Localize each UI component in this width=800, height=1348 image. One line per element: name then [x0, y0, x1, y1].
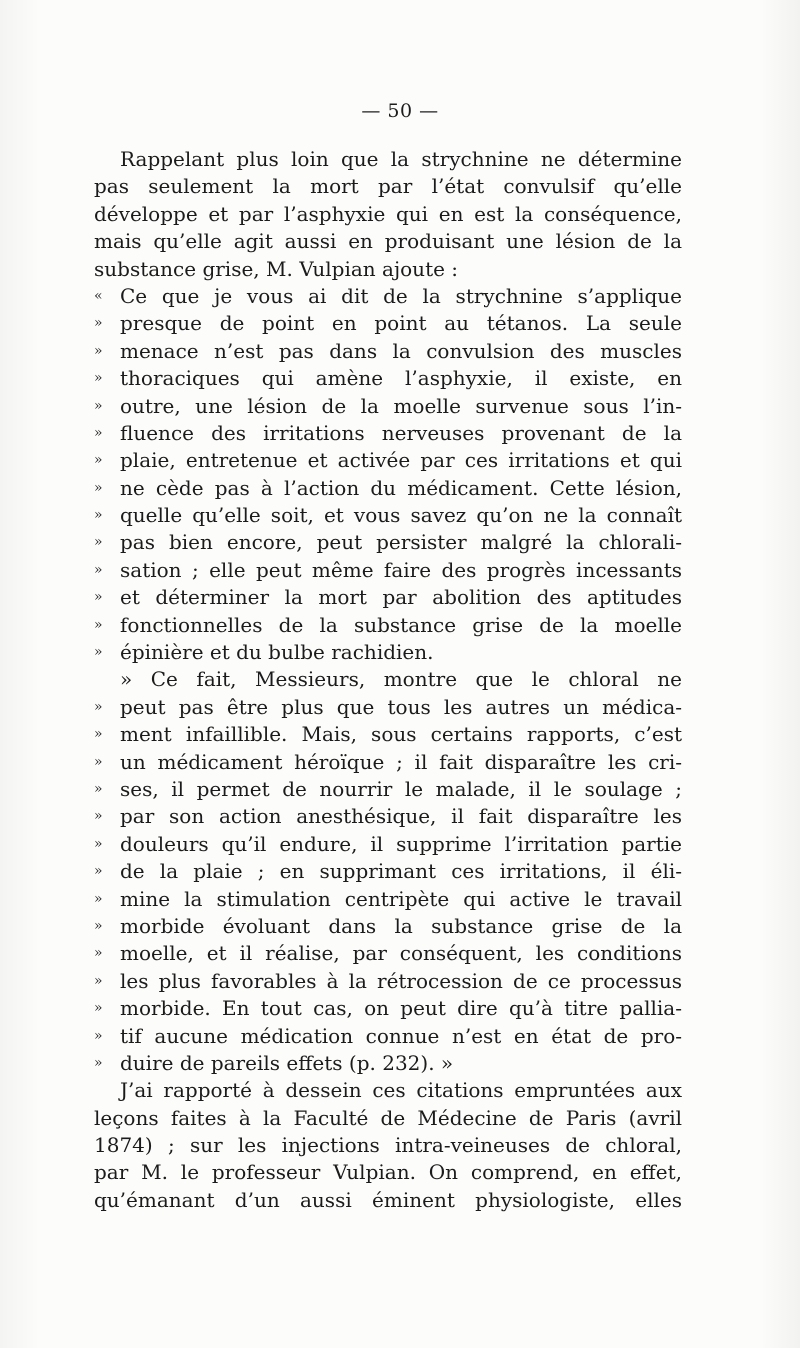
text-line: [94, 749, 682, 776]
line-text: ment infaillible. Mais, sous certains rapports, c’est: [120, 722, 682, 747]
line-text: pas seulement la mort par l’état convulsif qu’elle: [94, 174, 682, 199]
text-line: [94, 529, 682, 556]
text-line: [94, 831, 682, 858]
line-text: leçons faites à la Faculté de Médecine de Paris (avril: [94, 1105, 682, 1130]
text-line: [94, 310, 682, 337]
text-line: [94, 173, 682, 200]
text-line: [94, 776, 682, 803]
body-text: [94, 146, 682, 1214]
line-text: plaie, entretenue et activée par ces irritations et qui: [120, 448, 682, 473]
text-line: [94, 1023, 682, 1050]
quote-marker: »: [94, 479, 103, 496]
text-line: [94, 475, 682, 502]
quote-marker: »: [94, 561, 103, 578]
quote-marker: »: [94, 644, 103, 661]
line-text: Ce que je vous ai dit de la strychnine s’applique: [120, 283, 682, 308]
line-text: outre, une lésion de la moelle survenue sous l’in-: [120, 393, 682, 418]
line-text: épinière et du bulbe rachidien.: [120, 640, 434, 665]
line-text: mais qu’elle agit aussi en produisant une lésion de la: [94, 229, 682, 254]
text-line: [94, 886, 682, 913]
text-line: [94, 256, 682, 283]
line-text: 1874) ; sur les injections intra-veineuses de chloral,: [94, 1133, 682, 1158]
line-text: développe et par l’asphyxie qui en est la conséquence,: [94, 201, 682, 226]
line-text: peut pas être plus que tous les autres un médica-: [120, 694, 682, 719]
text-line: [94, 584, 682, 611]
line-text: fluence des irritations nerveuses provenant de la: [120, 420, 682, 445]
quote-marker: «: [94, 287, 103, 304]
quote-marker: »: [94, 397, 103, 414]
text-line: [94, 968, 682, 995]
quote-marker: »: [94, 835, 103, 852]
line-text: sation ; elle peut même faire des progrès incessants: [120, 557, 682, 582]
line-text: quelle qu’elle soit, et vous savez qu’on ne la connaît: [120, 503, 682, 528]
text-line: [94, 913, 682, 940]
line-text: thoraciques qui amène l’asphyxie, il existe, en: [120, 366, 682, 391]
text-line: [94, 502, 682, 529]
quote-marker: »: [94, 534, 103, 551]
text-line: [94, 283, 682, 310]
line-text: par son action anesthésique, il fait disparaître les: [120, 804, 682, 829]
text-line: [94, 1077, 682, 1104]
text-line: [94, 1159, 682, 1186]
quote-marker: »: [94, 315, 103, 332]
quote-marker: »: [94, 698, 103, 715]
quote-marker: »: [94, 753, 103, 770]
line-text: qu’émanant d’un aussi éminent physiologiste, elles: [94, 1187, 682, 1212]
line-text: fonctionnelles de la substance grise de la moelle: [120, 612, 682, 637]
quote-marker: »: [94, 370, 103, 387]
text-line: [94, 447, 682, 474]
text-line: [94, 338, 682, 365]
text-line: [94, 1050, 682, 1077]
line-text: tif aucune médication connue n’est en état de pro-: [120, 1023, 682, 1048]
line-text: moelle, et il réalise, par conséquent, les conditions: [120, 941, 682, 966]
line-text: de la plaie ; en supprimant ces irritations, il éli-: [120, 859, 682, 884]
quote-marker: »: [94, 507, 103, 524]
line-text: Rappelant plus loin que la strychnine ne détermine: [120, 147, 682, 171]
line-text: duire de pareils effets (p. 232). »: [120, 1050, 454, 1075]
quote-marker: »: [94, 1000, 103, 1017]
text-line: [94, 228, 682, 255]
line-text: ses, il permet de nourrir le malade, il le soulage ;: [120, 776, 682, 801]
line-text: morbide. En tout cas, on peut dire qu’à titre pallia-: [120, 996, 682, 1021]
text-line: [94, 146, 682, 173]
text-line: [94, 393, 682, 420]
text-line: [94, 694, 682, 721]
line-text: et déterminer la mort par abolition des aptitudes: [120, 585, 682, 610]
text-line: [94, 803, 682, 830]
text-line: [94, 721, 682, 748]
line-text: pas bien encore, peut persister malgré la chlorali-: [120, 530, 682, 555]
quote-marker: »: [94, 890, 103, 907]
line-text: presque de point en point au tétanos. La seule: [120, 311, 682, 336]
quote-marker: »: [94, 917, 103, 934]
line-text: un médicament héroïque ; il fait disparaître les cri-: [120, 749, 682, 774]
text-line: [94, 201, 682, 228]
text-line: [94, 1105, 682, 1132]
line-text: morbide évoluant dans la substance grise de la: [120, 913, 682, 938]
line-text: ne cède pas à l’action du médicament. Cette lésion,: [120, 475, 682, 500]
text-line: [94, 420, 682, 447]
quote-marker: »: [94, 589, 103, 606]
quote-marker: »: [94, 726, 103, 743]
quote-marker: »: [94, 616, 103, 633]
text-line: [94, 666, 682, 693]
quote-marker: »: [94, 1027, 103, 1044]
text-line: [94, 858, 682, 885]
line-text: » Ce fait, Messieurs, montre que le chloral ne: [120, 667, 682, 692]
text-line: [94, 557, 682, 584]
line-text: mine la stimulation centripète qui active le travail: [120, 886, 682, 911]
quote-marker: »: [94, 342, 103, 359]
text-line: [94, 940, 682, 967]
quote-marker: »: [94, 863, 103, 880]
line-text: J’ai rapporté à dessein ces citations empruntées aux: [120, 1078, 682, 1103]
quote-marker: »: [94, 945, 103, 962]
line-text: substance grise, M. Vulpian ajoute :: [94, 256, 459, 281]
quote-marker: »: [94, 1054, 103, 1071]
text-line: [94, 995, 682, 1022]
line-text: les plus favorables à la rétrocession de ce processus: [120, 968, 682, 993]
text-line: [94, 365, 682, 392]
text-line: [94, 612, 682, 639]
line-text: menace n’est pas dans la convulsion des muscles: [120, 338, 682, 363]
quote-marker: »: [94, 972, 103, 989]
text-line: [94, 1187, 682, 1214]
text-line: [94, 639, 682, 666]
text-line: [94, 1132, 682, 1159]
quote-marker: »: [94, 452, 103, 469]
line-text: par M. le professeur Vulpian. On comprend, en effet,: [94, 1160, 682, 1185]
quote-marker: »: [94, 424, 103, 441]
line-text: douleurs qu’il endure, il supprime l’irritation partie: [120, 831, 682, 856]
page-number: — 50 —: [361, 100, 439, 122]
quote-marker: »: [94, 808, 103, 825]
quote-marker: »: [94, 780, 103, 797]
